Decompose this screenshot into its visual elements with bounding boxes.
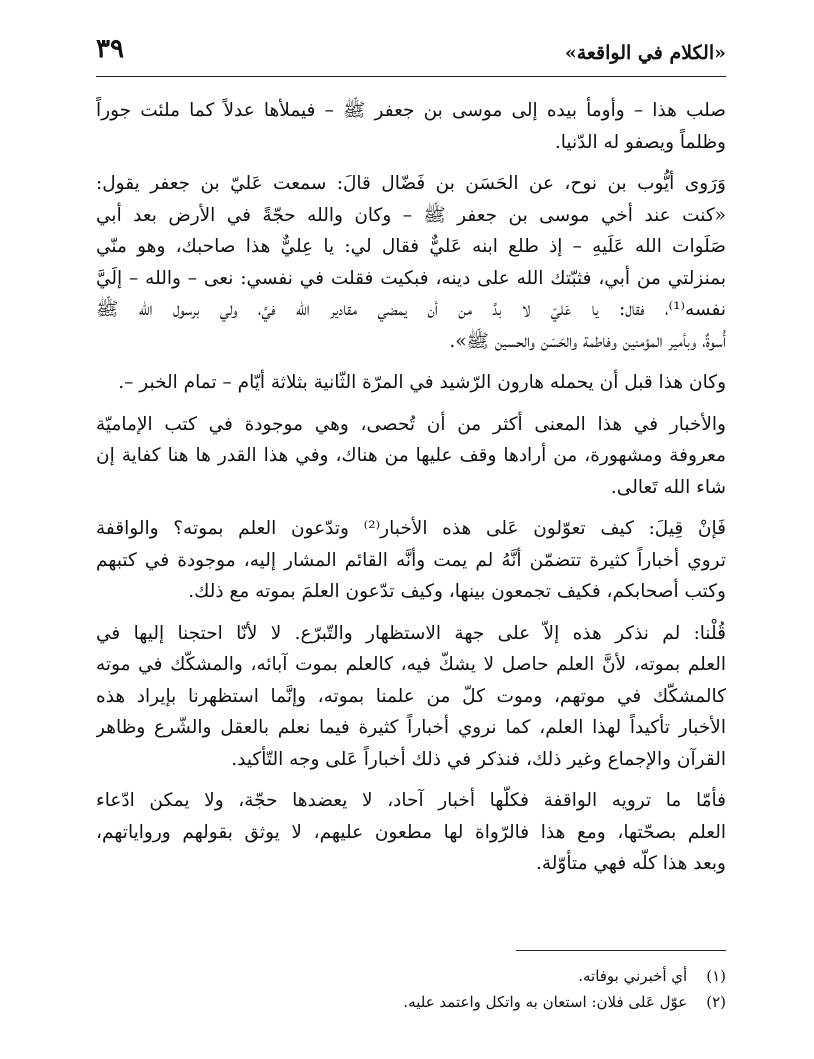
text-line: وبعد هذا كلّه فهي متأوّلة. <box>536 853 726 874</box>
footnote-number: (١) <box>706 967 726 985</box>
text-line: صَلَوات الله عَلَيهِ – إذ طلع ابنه عَليٌّ فقال لي: يا عِليٌّ هذا صاحبك، وهو منّي <box>96 236 726 257</box>
text-line: صلب هذا – وأومأ بيده إلى موسى بن جعفر ﷺ – فيملأها عدلاً كما ملئت جوراً <box>96 100 726 121</box>
text-line: فَإنْ قِيلَ: كيف تعوّلون عَلى هذه الأخبار⁽²⁾ وتدّعون العلم بموته؟ والواقفة <box>96 518 726 539</box>
running-title: «الكلام في الواقعة» <box>564 42 726 64</box>
text-line: بمنزلتي من أبي، فثبّتك الله على دينه، فبكيت فقلت في نفسي: نعى – والله – إلَيَّ <box>96 267 726 289</box>
paragraph <box>96 95 726 158</box>
text-line: وكتب أصحابكم، فكيف تجمعون بينها، وكيف تدّعون العلمَ بموته مع ذلك. <box>188 581 726 602</box>
text-line: كالمشكّك في موتهم، وموت كلّ من علمنا بموته، وإنَّما استظهرنا بإيراد هذه <box>96 685 726 707</box>
footnote-text: عوّل عَلى فلان: استعان به واتكل واعتمد عليه. <box>403 993 688 1011</box>
text-line: العلم بموته، لأنَّ العلم حاصل لا يشكّ فيه، كالعلم بموت آبائه، والمشكّك في موته <box>96 654 726 675</box>
page-header <box>96 32 726 77</box>
paragraph <box>96 168 726 357</box>
footnote <box>96 963 726 989</box>
page-number: ٣٩ <box>96 34 124 64</box>
paragraph <box>96 513 726 608</box>
paragraph <box>96 409 726 504</box>
body-text <box>96 95 726 880</box>
text-line: القرآن والإجماع وغير ذلك، فنذكر في ذلك أخباراً عَلى وجه التّأكيد. <box>231 748 726 770</box>
document-page <box>96 32 726 1032</box>
text-line: «كنت عند أخي موسى بن جعفر ﷺ – وكان والله حجّةً في الأرض بعد أبي <box>96 204 726 226</box>
text-line: العلم بصحّتها، ومع هذا فالرّواة لها مطعون عليهم، لا يوثق بقولهم ورواياتهم، <box>96 821 726 843</box>
text-line: والأخبار في هذا المعنى أكثر من أن تُحصى، وهي موجودة في كتب الإماميّة <box>96 413 726 435</box>
text-line: أُسوةٌ، وبأمير المؤمنين وفاطمة والحَسَن والحسين ﷺ». <box>449 330 726 352</box>
text-line: الأخبار تأكيداً لهذا العلم، كما نروي أخباراً كثيرة فيما نعلم بالعقل والشّرع وظاهر <box>96 717 726 738</box>
footnote-number: (٢) <box>706 993 726 1011</box>
text-line: معروفة ومشهورة، من أرادها وقف عليها من هناك، وفي هذا القدر ها هنا كفاية إن <box>96 445 726 466</box>
text-line: وَرَوى أيُّوب بن نوح، عن الحَسَن بن فَضّال قالَ: سمعت عَليّ بن جعفر يقول: <box>96 173 726 194</box>
text-line: تروي أخباراً كثيرة تتضمّن أنَّهُ لم يمت وأنَّه القائم المشار إليه، موجودة في كتبهم <box>96 549 726 571</box>
text-line: وظلماً ويصفو له الدّنيا. <box>554 131 726 153</box>
text-line: قُلْنا: لم نذكر هذه إلاّ على جهة الاستظهار والتّبرّع. لا لأنّا احتجنا إليها في <box>96 622 726 644</box>
footnote-divider <box>516 950 726 951</box>
text-line: وكان هذا قبل أن يحمله هارون الرّشيد في المرّة الثّانية بثلاثة أيّام – تمام الخبر –. <box>118 372 726 393</box>
footnote-text: أي أخبرني بوفاته. <box>578 967 688 985</box>
paragraph <box>96 785 726 880</box>
paragraph <box>96 618 726 776</box>
footnote <box>96 989 726 1015</box>
text-line: فأمّا ما ترويه الواقفة فكلّها أخبار آحاد، لا يعضدها حجّة، ولا يمكن ادّعاء <box>96 790 726 811</box>
text-line: نفسه⁽¹⁾، فقال: يا عَليّ لا بدَّ من أن يمضي مقادير الله فيَّ، ولي برسول الله ﷺ <box>96 299 726 320</box>
paragraph <box>96 367 726 399</box>
footnotes <box>96 950 726 1015</box>
text-line: شاء الله تَعالى. <box>610 476 726 498</box>
